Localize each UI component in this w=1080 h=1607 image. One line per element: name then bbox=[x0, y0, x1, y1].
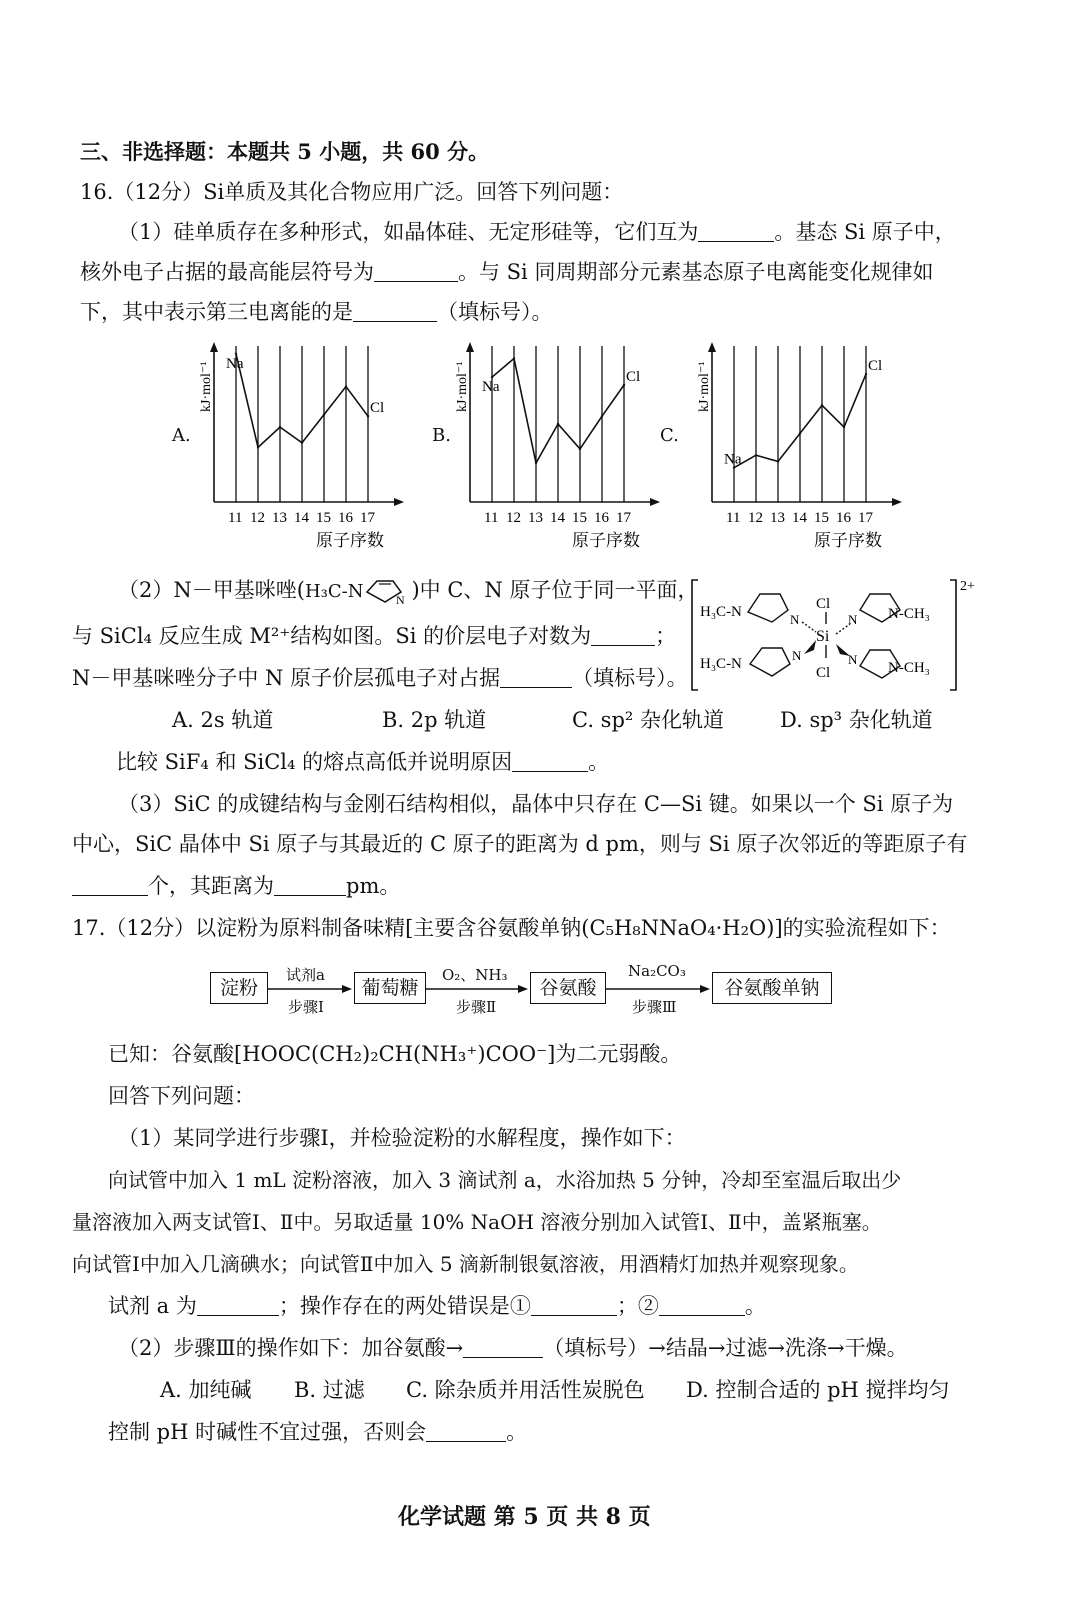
q17-op2: 量溶液加入两支试管Ⅰ、Ⅱ中。另取适量 10% NaOH 溶液分别加入试管Ⅰ、Ⅱ中，盖紧瓶塞。 bbox=[72, 1210, 882, 1234]
y-axis-label: kJ·mol⁻¹ bbox=[455, 361, 470, 412]
x-tick-label: 14 bbox=[294, 510, 309, 526]
q17-p2 bbox=[118, 1334, 908, 1362]
data-point bbox=[843, 426, 845, 428]
answer-blank[interactable] bbox=[463, 1337, 543, 1358]
x-tick-label: 17 bbox=[360, 510, 375, 526]
answer-blank[interactable] bbox=[353, 301, 437, 322]
answer-blank[interactable] bbox=[72, 875, 148, 896]
q17-p2-option-a: A. 加纯碱 bbox=[160, 1378, 252, 1402]
x-tick-label: 12 bbox=[748, 510, 763, 526]
q16-p1-line2 bbox=[80, 258, 933, 286]
x-axis-label: 原子序数 bbox=[316, 531, 384, 550]
data-point bbox=[491, 376, 493, 378]
chart-a bbox=[192, 340, 422, 555]
y-axis-arrow bbox=[210, 342, 218, 352]
formula-text: H₃C-N bbox=[304, 581, 364, 602]
y-axis-arrow bbox=[708, 342, 716, 352]
answer-blank[interactable] bbox=[500, 667, 572, 688]
chart-c-label: C. bbox=[660, 425, 679, 446]
text: 。 bbox=[506, 1420, 528, 1444]
element-annotation: Cl bbox=[868, 358, 883, 375]
x-axis-label: 原子序数 bbox=[572, 531, 640, 550]
q16-p2-line1 bbox=[118, 576, 698, 606]
data-point bbox=[367, 415, 369, 417]
answer-blank[interactable] bbox=[659, 1295, 745, 1316]
imidazole-ring-icon bbox=[363, 576, 411, 606]
cl-top-label: Cl bbox=[816, 596, 831, 612]
n-lower-left: N bbox=[792, 648, 802, 663]
data-point bbox=[777, 460, 779, 462]
text: 个，其距离为 bbox=[148, 874, 274, 898]
text: N－甲基咪唑分子中 N 原子价层孤电子对占据 bbox=[72, 666, 501, 690]
x-tick-label: 14 bbox=[550, 510, 565, 526]
q16-p2-line2 bbox=[72, 622, 676, 650]
x-tick-label: 16 bbox=[338, 510, 353, 526]
q16-p1-line3 bbox=[80, 298, 553, 326]
ring-upper-left bbox=[748, 594, 788, 622]
y-axis-label: kJ·mol⁻¹ bbox=[199, 361, 214, 412]
q17-known: 已知：谷氨酸[HOOC(CH₂)₂CH(NH₃⁺)COO⁻]为二元弱酸。 bbox=[108, 1042, 682, 1066]
methyl-lower-right: N-CH₃ bbox=[888, 660, 930, 676]
chart-c bbox=[690, 340, 920, 555]
x-tick-label: 15 bbox=[316, 510, 331, 526]
data-point bbox=[601, 415, 603, 417]
q17-answer-prompt: 回答下列问题： bbox=[108, 1084, 255, 1108]
x-tick-label: 17 bbox=[616, 510, 631, 526]
q17-intro: 17.（12分）以淀粉为原料制备味精[主要含谷氨酸单钠(C₅H₈NNaO₄·H₂O)]的实验流程如下： bbox=[72, 916, 951, 940]
q16-p3-line3 bbox=[72, 872, 400, 900]
charge-label: 2+ bbox=[960, 579, 975, 594]
x-tick-label: 13 bbox=[272, 510, 287, 526]
q17-p1-question bbox=[108, 1292, 766, 1320]
x-tick-label: 15 bbox=[814, 510, 829, 526]
element-annotation: Na bbox=[724, 451, 742, 468]
text: 比较 SiF₄ 和 SiCl₄ 的熔点高低并说明原因 bbox=[116, 750, 513, 774]
data-point bbox=[235, 353, 237, 355]
answer-blank[interactable] bbox=[531, 1295, 617, 1316]
x-tick-label: 11 bbox=[726, 510, 741, 526]
chart-b-label: B. bbox=[432, 425, 451, 446]
q16-p3-line2: 中心，SiC 晶体中 Si 原子与其最近的 C 原子的距离为 d pm，则与 Si 原子次邻近的等距原子有 bbox=[72, 832, 968, 856]
text: （2）N－甲基咪唑( bbox=[118, 578, 305, 602]
answer-blank[interactable] bbox=[698, 221, 774, 242]
chart-a-label: A. bbox=[172, 425, 191, 446]
m2-structure-diagram bbox=[688, 572, 988, 698]
left-bracket bbox=[692, 580, 698, 690]
data-point bbox=[623, 384, 625, 386]
element-annotation: Cl bbox=[370, 400, 385, 417]
chart-b bbox=[448, 340, 678, 555]
text: ；操作存在的两处错误是① bbox=[278, 1294, 531, 1318]
text: 控制 pH 时碱性不宜过强，否则会 bbox=[108, 1420, 427, 1444]
bond-line bbox=[802, 622, 816, 632]
page-footer: 化学试题 第 5 页 共 8 页 bbox=[398, 1504, 651, 1530]
arrow-icon bbox=[342, 985, 352, 993]
data-point bbox=[513, 357, 515, 359]
n-lower-right: N bbox=[848, 652, 858, 667]
q17-p1: （1）某同学进行步骤Ⅰ，并检验淀粉的水解程度，操作如下： bbox=[118, 1126, 686, 1150]
answer-blank[interactable] bbox=[512, 751, 588, 772]
data-point bbox=[301, 442, 303, 444]
option-a: A. 2s 轨道 bbox=[172, 708, 274, 732]
arrow-icon bbox=[518, 985, 528, 993]
x-tick-label: 14 bbox=[792, 510, 807, 526]
right-bracket bbox=[950, 580, 956, 690]
x-tick-label: 15 bbox=[572, 510, 587, 526]
flow-label-bottom: 步骤Ⅲ bbox=[632, 998, 677, 1016]
x-tick-label: 17 bbox=[858, 510, 873, 526]
text: （填标号）。 bbox=[572, 666, 688, 690]
x-tick-label: 11 bbox=[228, 510, 243, 526]
text: ；② bbox=[616, 1294, 659, 1318]
element-annotation: Na bbox=[226, 355, 244, 372]
y-axis-arrow bbox=[466, 342, 474, 352]
ring-n-label: N bbox=[396, 593, 406, 606]
data-point bbox=[323, 413, 325, 415]
x-axis-label: 原子序数 bbox=[814, 531, 882, 550]
text: 试剂 a 为 bbox=[108, 1294, 197, 1318]
element-annotation: Cl bbox=[626, 369, 641, 385]
text: 下，其中表示第三电离能的是 bbox=[80, 300, 353, 324]
q17-p2-last bbox=[108, 1418, 527, 1446]
x-axis-arrow bbox=[892, 498, 902, 506]
text: （2）步骤Ⅲ的操作如下：加谷氨酸→ bbox=[118, 1336, 464, 1360]
text: pm。 bbox=[346, 874, 401, 898]
q16-p2-line3 bbox=[72, 664, 688, 692]
text: )中 C、N 原子位于同一平面， bbox=[411, 578, 699, 602]
text: （1）硅单质存在多种形式，如晶体硅、无定形硅等，它们互为 bbox=[118, 220, 699, 244]
n-upper-right: N bbox=[848, 612, 858, 627]
flow-arrows bbox=[0, 975, 1080, 1005]
element-annotation: Na bbox=[482, 379, 500, 396]
answer-blank[interactable] bbox=[274, 875, 346, 896]
data-point bbox=[279, 426, 281, 428]
q17-p2-option-c: C. 除杂质并用活性炭脱色 bbox=[406, 1378, 645, 1402]
data-point bbox=[865, 373, 867, 375]
q16-intro: 16.（12分）Si单质及其化合物应用广泛。回答下列问题： bbox=[80, 180, 624, 204]
x-tick-label: 13 bbox=[528, 510, 543, 526]
q17-op1: 向试管中加入 1 mL 淀粉溶液，加入 3 滴试剂 a，水浴加热 5 分钟，冷却至室温后取出少 bbox=[108, 1168, 902, 1192]
methyl-lower-left: H₃C-N bbox=[700, 656, 742, 672]
y-axis-label: kJ·mol⁻¹ bbox=[697, 361, 712, 412]
text: 。 bbox=[588, 750, 610, 774]
x-axis-arrow bbox=[394, 498, 404, 506]
data-point bbox=[579, 448, 581, 450]
methyl-upper-right: N-CH₃ bbox=[888, 606, 930, 622]
data-point bbox=[535, 462, 537, 464]
q17-p2-option-b: B. 过滤 bbox=[294, 1378, 365, 1402]
text: 。与 Si 同周期部分元素基态原子电离能变化规律如 bbox=[458, 260, 934, 284]
q16-p1-line1 bbox=[118, 218, 956, 246]
q16-p2-line5 bbox=[116, 748, 609, 776]
answer-blank[interactable] bbox=[374, 261, 458, 282]
text: 。基态 Si 原子中， bbox=[774, 220, 956, 244]
text: （填标号）。 bbox=[437, 300, 553, 324]
text: 。 bbox=[744, 1294, 766, 1318]
flow-box-starch: 淀粉 bbox=[210, 972, 268, 1004]
text: 核外电子占据的最高能层符号为 bbox=[80, 260, 374, 284]
text: 与 SiCl₄ 反应生成 M²⁺结构如图。Si 的价层电子对数为 bbox=[72, 624, 592, 648]
flow-label-bottom: 步骤Ⅱ bbox=[456, 998, 497, 1016]
data-point bbox=[799, 432, 801, 434]
methyl-upper-left: H₃C-N bbox=[700, 604, 742, 620]
flow-box-msg: 谷氨酸单钠 bbox=[712, 972, 832, 1004]
flow-label-top: O₂、NH₃ bbox=[442, 966, 508, 984]
option-d: D. sp³ 杂化轨道 bbox=[780, 708, 933, 732]
option-c: C. sp² 杂化轨道 bbox=[572, 708, 724, 732]
flow-label-top: Na₂CO₃ bbox=[628, 962, 686, 980]
x-axis-arrow bbox=[650, 498, 660, 506]
wedge-bond bbox=[804, 640, 816, 654]
q16-p3-line1: （3）SiC 的成键结构与金刚石结构相似，晶体中只存在 C—Si 键。如果以一个 Si 原子为 bbox=[118, 792, 954, 816]
text: （填标号）→结晶→过滤→洗涤→干燥。 bbox=[543, 1336, 908, 1360]
x-tick-label: 16 bbox=[594, 510, 609, 526]
x-tick-label: 16 bbox=[836, 510, 851, 526]
x-tick-label: 12 bbox=[506, 510, 521, 526]
n-upper-left: N bbox=[790, 612, 800, 627]
data-point bbox=[345, 385, 347, 387]
answer-blank[interactable] bbox=[591, 625, 655, 646]
answer-blank[interactable] bbox=[426, 1421, 506, 1442]
option-b: B. 2p 轨道 bbox=[382, 708, 487, 732]
arrow-icon bbox=[700, 985, 710, 993]
q17-op3: 向试管Ⅰ中加入几滴碘水；向试管Ⅱ中加入 5 滴新制银氨溶液，用酒精灯加热并观察现象。 bbox=[72, 1252, 859, 1276]
q17-p2-option-d: D. 控制合适的 pH 搅拌均匀 bbox=[686, 1378, 950, 1402]
si-label: Si bbox=[816, 628, 830, 645]
data-point bbox=[557, 423, 559, 425]
x-tick-label: 12 bbox=[250, 510, 265, 526]
data-point bbox=[755, 454, 757, 456]
section-header: 三、非选择题：本题共 5 小题，共 60 分。 bbox=[80, 139, 490, 164]
flow-label-bottom: 步骤Ⅰ bbox=[288, 998, 324, 1016]
answer-blank[interactable] bbox=[197, 1295, 279, 1316]
x-tick-label: 11 bbox=[484, 510, 499, 526]
flow-label-top: 试剂a bbox=[286, 966, 325, 984]
flow-box-glutamic-acid: 谷氨酸 bbox=[530, 972, 606, 1004]
x-tick-label: 13 bbox=[770, 510, 785, 526]
flow-box-glucose: 葡萄糖 bbox=[354, 972, 426, 1004]
data-point bbox=[257, 446, 259, 448]
text: ； bbox=[655, 624, 677, 648]
data-point bbox=[821, 404, 823, 406]
ring-lower-left bbox=[750, 648, 790, 676]
cl-bottom-label: Cl bbox=[816, 665, 831, 681]
